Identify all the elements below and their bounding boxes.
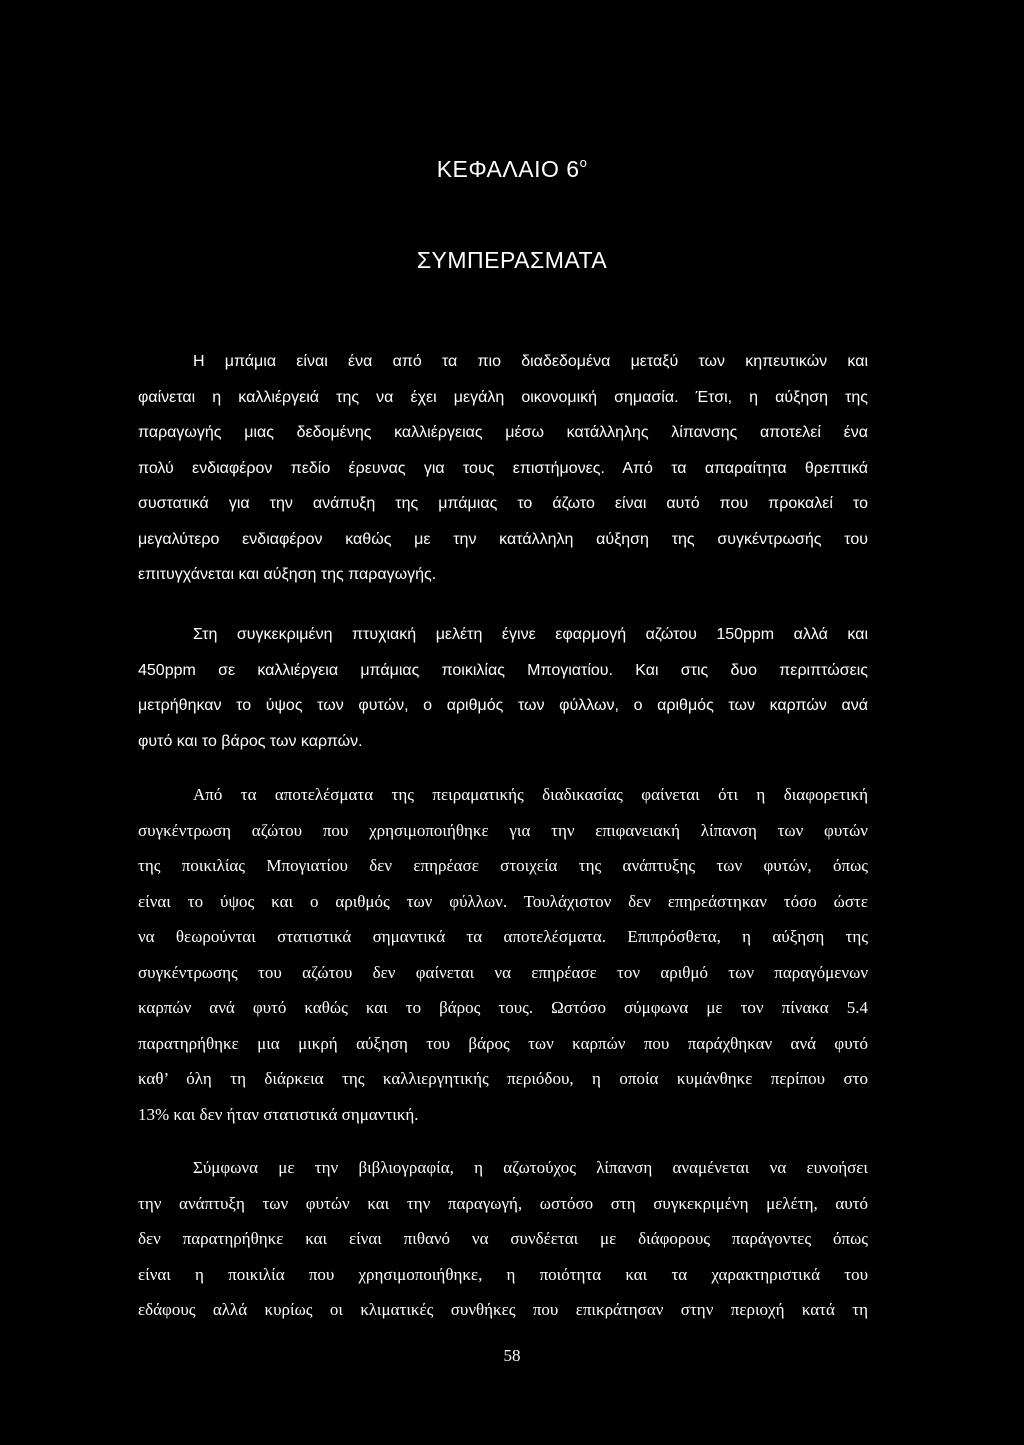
paragraph-results [138,777,868,1132]
paragraph-line: την ανάπτυξη των φυτών και την παραγωγή, ωστόσο στη συγκεκριμένη μελέτη, αυτό [138,1193,868,1213]
paragraph-line: συστατικά για την ανάπυξη της μπάμιας το άζωτο είναι αυτό που προκαλεί το [138,495,868,512]
paragraph-line: φαίνεται η καλλιέργειά της να έχει μεγάλη οικονομική σημασία. Έτσι, η αύξηση της [138,388,868,406]
paragraph-line: παρατηρήθηκε μια μικρή αύξηση του βάρος των καρπών που παράχθηκαν ανά φυτό [138,1033,868,1053]
chapter-heading-superscript: ο [579,155,588,170]
paragraph-line: 450ppm σε καλλιέργεια μπάμιας ποικιλίας Μπογιατίου. Και στις δυο περιπτώσεις [138,661,868,679]
paragraph-line: μεγαλύτερο ενδιαφέρον καθώς με την κατάλληλη αύξηση της συγκέντρωσής του [138,530,868,548]
paragraph-line: συγκέντρωση αζώτου που χρησιμοποιήθηκε για την επιφανειακή λίπανση των φυτών [138,820,868,840]
paragraph-line: εδάφους αλλά κυρίως οι κλιματικές συνθήκες που επικράτησαν στην περιοχή κατά τη [138,1300,868,1319]
paragraph-line: παραγωγής μιας δεδομένης καλλιέργειας μέσω κατάλληλης λίπανσης αποτελεί ένα [138,424,868,441]
paragraph-line: Σύμφωνα με την βιβλιογραφία, η αζωτούχος λίπανση αναμένεται να ευνοήσει [193,1158,868,1177]
paragraph-line: καρπών ανά φυτό καθώς και το βάρος τους. Ωστόσο σύμφωνα με τον πίνακα 5.4 [138,998,868,1017]
paragraph-line: Στη συγκεκριμένη πτυχιακή μελέτη έγινε εφαρμογή αζώτου 150ppm αλλά και [193,626,868,643]
paragraph-line: Από τα αποτελέσματα της πειραματικής διαδικασίας φαίνεται ότι η διαφορετική [193,785,868,804]
paragraph-line: καθ’ όλη τη διάρκεια της καλλιεργητικής περιόδου, η οποία κυμάνθηκε περίπου στο [138,1069,868,1088]
paragraph-line: δεν παρατηρήθηκε και είναι πιθανό να συνδέεται με διάφορους παράγοντες όπως [138,1229,868,1248]
page-number: 58 [503,1346,521,1365]
chapter-heading [0,156,1024,183]
paragraph-intro [138,344,868,593]
paragraph-line: είναι η ποικιλία που χρησιμοποιήθηκε, η ποιότητα και τα χαρακτηριστικά του [138,1264,868,1284]
paragraph-line: επιτυγχάνεται και αύξηση της παραγωγής. [138,566,437,583]
chapter-title: ΣΥΜΠΕΡΑΣΜΑΤΑ [416,247,608,273]
paragraph-study [138,617,868,759]
paragraph-line: πολύ ενδιαφέρον πεδίο έρευνας για τους επιστήμονες. Από τα απαραίτητα θρεπτικά [138,459,868,477]
chapter-heading-text: ΚΕΦΑΛΑΙΟ 6 [436,156,580,182]
paragraph-line: μετρήθηκαν το ύψος των φυτών, ο αριθμός των φύλλων, ο αριθμός των καρπών ανά [138,697,868,714]
paragraph-literature [138,1150,868,1328]
paragraph-line: να θεωρούνται στατιστικά σημαντικά τα αποτελέσματα. Επιπρόσθετα, η αύξηση της [138,927,868,946]
paragraph-line: Η μπάμια είναι ένα από τα πιο διαδεδομένα μεταξύ των κηπευτικών και [193,353,868,370]
paragraph-line: συγκέντρωσης του αζώτου δεν φαίνεται να επηρέασε τον αριθμό των παραγόμενων [138,962,868,982]
paragraph-line: της ποικιλίας Μπογιατίου δεν επηρέασε στοιχεία της ανάπτυξης των φυτών, όπως [138,856,868,875]
paragraph-line: 13% και δεν ήταν στατιστικά σημαντική. [138,1104,419,1124]
paragraph-line: είναι το ύψος και ο αριθμός των φύλλων. Τουλάχιστον δεν επηρεάστηκαν τόσο ώστε [138,891,868,911]
paragraph-line: φυτό και το βάρος των καρπών. [138,732,363,750]
